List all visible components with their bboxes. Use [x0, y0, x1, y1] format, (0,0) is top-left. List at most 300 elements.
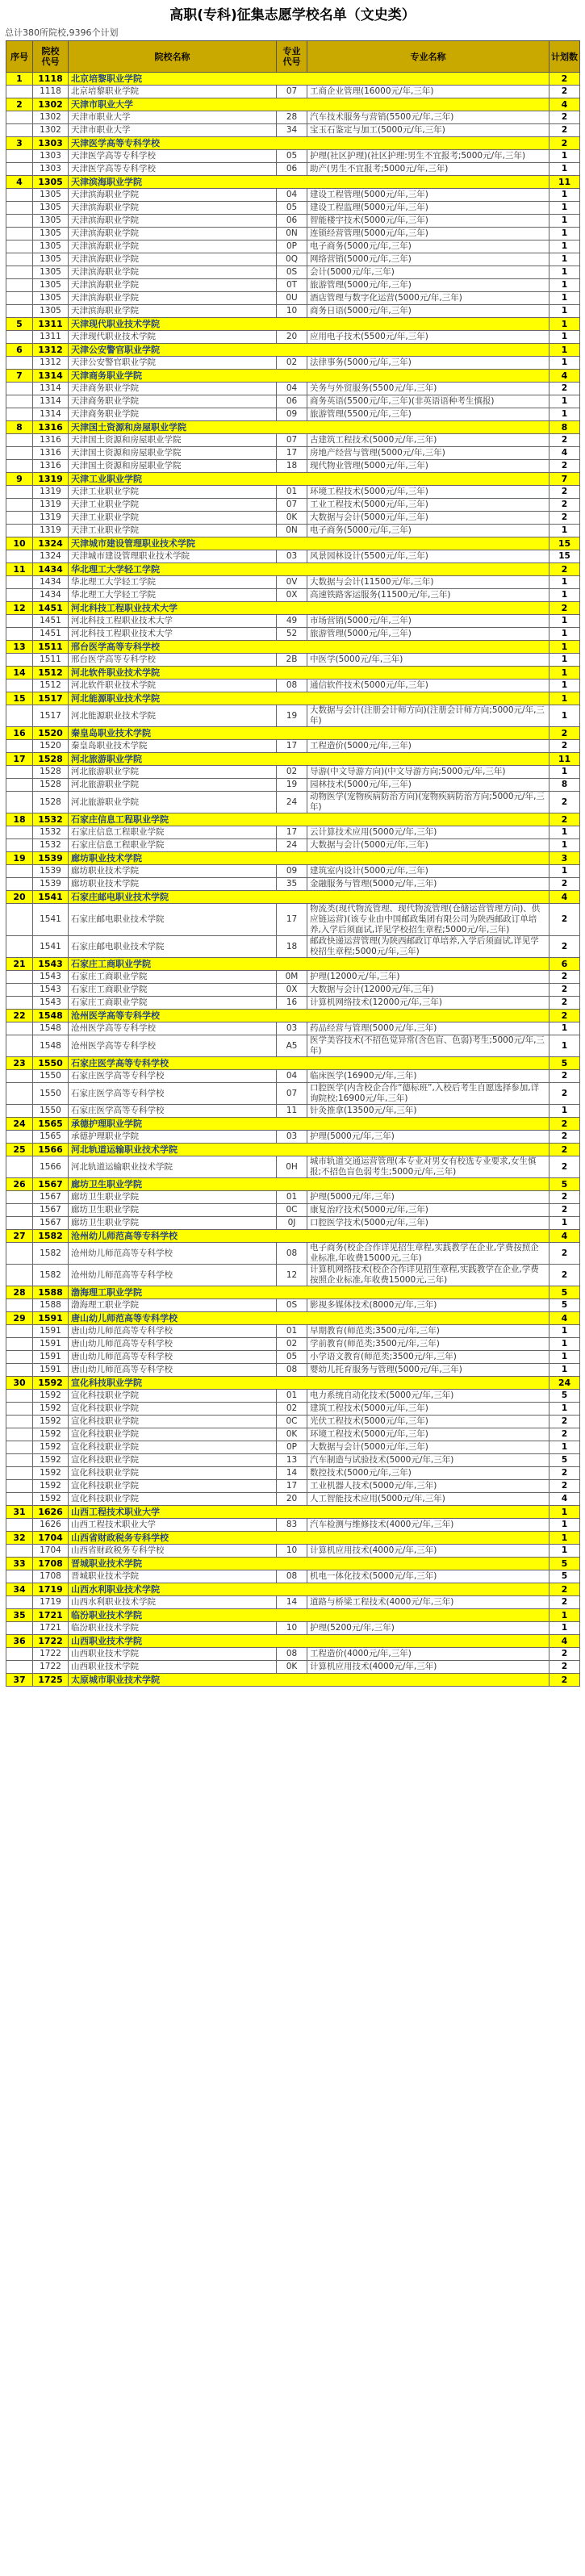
- row-code: 1567: [33, 1204, 69, 1217]
- row-pcode: 17: [277, 1480, 307, 1493]
- row-pcode: 0K: [277, 1661, 307, 1674]
- row-seq: [6, 525, 33, 537]
- table-row: [6, 1156, 580, 1178]
- row-school: 石家庄信息工程职业学院: [69, 839, 277, 852]
- table-row: [6, 1325, 580, 1338]
- row-major: 口腔医学(内含校企合作“德标班”,入校后考生自愿选择参加,详询院校;16900元/年,三年): [307, 1083, 549, 1105]
- row-pcode: 0X: [277, 589, 307, 602]
- row-seq: [6, 499, 33, 512]
- table-row: [6, 525, 580, 537]
- table-row: [6, 189, 580, 202]
- table-row: [6, 1083, 580, 1105]
- row-seq: [6, 936, 33, 958]
- group-seq: 13: [6, 641, 33, 654]
- row-plan: 1: [549, 279, 580, 292]
- group-school-name: 承德护理职业学院: [69, 1118, 549, 1131]
- row-school: 天津城市建设管理职业技术学院: [69, 550, 277, 563]
- table-row: [6, 202, 580, 215]
- group-school-name: 天津公安警官职业学院: [69, 344, 549, 357]
- row-plan: 2: [549, 904, 580, 936]
- row-seq: [6, 1545, 33, 1558]
- row-major: 宝玉石鉴定与加工(5000元/年,三年): [307, 124, 549, 137]
- group-school-name: 河北能源职业技术学院: [69, 692, 549, 705]
- table-row: [6, 1570, 580, 1583]
- row-pcode: 01: [277, 486, 307, 499]
- group-school-name: 天津市职业大学: [69, 98, 549, 111]
- row-code: 1316: [33, 460, 69, 473]
- group-code: 1314: [33, 370, 69, 383]
- table-row: [6, 1648, 580, 1661]
- row-pcode: 02: [277, 357, 307, 370]
- school-group-row: [6, 1312, 580, 1325]
- group-code: 1550: [33, 1057, 69, 1070]
- row-school: 石家庄工商职业学院: [69, 971, 277, 984]
- row-seq: [6, 124, 33, 137]
- row-school: 山西工程技术职业大学: [69, 1519, 277, 1532]
- school-group-row: [6, 891, 580, 904]
- row-seq: [6, 1131, 33, 1144]
- row-plan: 2: [549, 1416, 580, 1428]
- group-plan: 11: [549, 753, 580, 766]
- row-seq: [6, 1428, 33, 1441]
- row-pcode: 18: [277, 460, 307, 473]
- group-school-name: 天津现代职业技术学院: [69, 318, 549, 331]
- row-pcode: 17: [277, 447, 307, 460]
- row-pcode: 52: [277, 628, 307, 641]
- row-major: 医学美容技术(不招色觉异常(含色盲、色弱)考生;5000元/年,三年): [307, 1035, 549, 1057]
- group-seq: 26: [6, 1178, 33, 1191]
- row-pcode: 0T: [277, 279, 307, 292]
- row-major: 大数据与会计(注册会计师方向)(注册会计师方向;5000元/年,三年): [307, 705, 549, 727]
- group-plan: 3: [549, 852, 580, 865]
- group-code: 1708: [33, 1558, 69, 1570]
- group-plan: 1: [549, 318, 580, 331]
- row-code: 1314: [33, 395, 69, 408]
- row-major: 人工智能技术应用(5000元/年,三年): [307, 1493, 549, 1506]
- row-plan: 1: [549, 839, 580, 852]
- row-major: 中医学(5000元/年,三年): [307, 654, 549, 667]
- table-row: [6, 1545, 580, 1558]
- row-pcode: 07: [277, 499, 307, 512]
- row-major: 电子商务(校企合作详见招生章程,实践教学在企业,学费按照企业标准,年收费15000元,三年): [307, 1243, 549, 1265]
- row-school: 天津国土资源和房屋职业学院: [69, 460, 277, 473]
- group-plan: 1: [549, 641, 580, 654]
- row-seq: [6, 512, 33, 525]
- row-school: 渤海理工职业学院: [69, 1299, 277, 1312]
- group-school-name: 渤海理工职业学院: [69, 1286, 549, 1299]
- row-plan: 1: [549, 576, 580, 589]
- row-seq: [6, 1217, 33, 1230]
- group-seq: 37: [6, 1674, 33, 1687]
- group-school-name: 石家庄信息工程职业学院: [69, 813, 549, 826]
- row-code: 1591: [33, 1364, 69, 1377]
- group-code: 1511: [33, 641, 69, 654]
- row-pcode: 05: [277, 1351, 307, 1364]
- row-seq: [6, 1338, 33, 1351]
- row-major: 助产(男生不宜报考;5000元/年,三年): [307, 163, 549, 176]
- table-row: [6, 740, 580, 753]
- row-major: 建设工程监理(5000元/年,三年): [307, 202, 549, 215]
- group-seq: 32: [6, 1532, 33, 1545]
- group-school-name: 山西工程技术职业大学: [69, 1506, 549, 1519]
- table-row: [6, 1131, 580, 1144]
- row-plan: 1: [549, 240, 580, 253]
- group-seq: 16: [6, 727, 33, 740]
- row-code: 1722: [33, 1661, 69, 1674]
- row-seq: [6, 1467, 33, 1480]
- row-code: 1302: [33, 124, 69, 137]
- group-plan: 5: [549, 1057, 580, 1070]
- row-code: 1511: [33, 654, 69, 667]
- row-pcode: 05: [277, 150, 307, 163]
- school-group-row: [6, 753, 580, 766]
- school-group-row: [6, 1635, 580, 1648]
- row-school: 河北科技工程职业技术大学: [69, 628, 277, 641]
- row-school: 廊坊卫生职业学院: [69, 1204, 277, 1217]
- row-code: 1532: [33, 839, 69, 852]
- row-major: 通信软件技术(5000元/年,三年): [307, 680, 549, 692]
- table-row: [6, 1243, 580, 1265]
- group-plan: 2: [549, 813, 580, 826]
- table-row: [6, 434, 580, 447]
- row-pcode: 0U: [277, 292, 307, 305]
- table-row: [6, 1622, 580, 1635]
- row-code: 1528: [33, 779, 69, 792]
- row-code: 1541: [33, 936, 69, 958]
- group-school-name: 天津国土资源和房屋职业学院: [69, 421, 549, 434]
- row-seq: [6, 1493, 33, 1506]
- row-seq: [6, 1441, 33, 1454]
- row-seq: [6, 576, 33, 589]
- row-pcode: 11: [277, 1105, 307, 1118]
- school-group-row: [6, 692, 580, 705]
- group-code: 1118: [33, 73, 69, 86]
- row-plan: 1: [549, 331, 580, 344]
- row-school: 沧州幼儿师范高等专科学校: [69, 1243, 277, 1265]
- row-plan: 1: [549, 1364, 580, 1377]
- row-pcode: 19: [277, 779, 307, 792]
- row-school: 天津市职业大学: [69, 111, 277, 124]
- row-major: 商务日语(5000元/年,三年): [307, 305, 549, 318]
- row-seq: [6, 202, 33, 215]
- row-school: 天津医学高等专科学校: [69, 163, 277, 176]
- row-major: 工程造价(4000元/年,三年): [307, 1648, 549, 1661]
- header-pcode: 专业 代号: [277, 41, 307, 73]
- group-plan: 4: [549, 1312, 580, 1325]
- row-major: 工商企业管理(16000元/年,三年): [307, 86, 549, 98]
- row-major: 现代物业管理(5000元/年,三年): [307, 460, 549, 473]
- row-major: 古建筑工程技术(5000元/年,三年): [307, 434, 549, 447]
- table-row: [6, 1403, 580, 1416]
- group-school-name: 河北轨道运输职业技术学院: [69, 1144, 549, 1156]
- row-seq: [6, 1454, 33, 1467]
- row-seq: [6, 826, 33, 839]
- group-school-name: 天津城市建设管理职业技术学院: [69, 537, 549, 550]
- row-school: 唐山幼儿师范高等专科学校: [69, 1325, 277, 1338]
- group-code: 1567: [33, 1178, 69, 1191]
- group-seq: 10: [6, 537, 33, 550]
- row-seq: [6, 1191, 33, 1204]
- row-pcode: 0P: [277, 1441, 307, 1454]
- row-school: 天津工业职业学院: [69, 499, 277, 512]
- row-pcode: 08: [277, 1570, 307, 1583]
- group-code: 1565: [33, 1118, 69, 1131]
- school-group-row: [6, 1230, 580, 1243]
- row-major: 汽车制造与试验技术(5000元/年,三年): [307, 1454, 549, 1467]
- row-code: 1722: [33, 1648, 69, 1661]
- group-school-name: 太原城市职业技术学院: [69, 1674, 549, 1687]
- table-row: [6, 628, 580, 641]
- row-pcode: 07: [277, 86, 307, 98]
- table-row: [6, 228, 580, 240]
- table-row: [6, 383, 580, 395]
- row-pcode: 05: [277, 202, 307, 215]
- table-row: [6, 408, 580, 421]
- group-plan: 7: [549, 473, 580, 486]
- school-group-row: [6, 1609, 580, 1622]
- row-school: 天津滨海职业学院: [69, 253, 277, 266]
- row-plan: 1: [549, 163, 580, 176]
- school-group-row: [6, 852, 580, 865]
- row-pcode: 18: [277, 936, 307, 958]
- row-school: 天津滨海职业学院: [69, 189, 277, 202]
- row-school: 河北能源职业技术学院: [69, 705, 277, 727]
- page-title: 高职(专科)征集志愿学校名单（文史类）: [169, 6, 416, 23]
- row-code: 1566: [33, 1156, 69, 1178]
- group-code: 1721: [33, 1609, 69, 1622]
- row-code: 1592: [33, 1390, 69, 1403]
- row-code: 1305: [33, 228, 69, 240]
- table-row: [6, 253, 580, 266]
- group-code: 1591: [33, 1312, 69, 1325]
- row-plan: 1: [549, 292, 580, 305]
- group-school-name: 廊坊卫生职业学院: [69, 1178, 549, 1191]
- row-pcode: 0Q: [277, 253, 307, 266]
- row-pcode: 0V: [277, 576, 307, 589]
- row-plan: 1: [549, 1325, 580, 1338]
- row-seq: [6, 839, 33, 852]
- school-group-row: [6, 537, 580, 550]
- table-row: [6, 792, 580, 813]
- row-seq: [6, 486, 33, 499]
- row-major: 影视多媒体技术(8000元/年,三年): [307, 1299, 549, 1312]
- row-plan: 1: [549, 1105, 580, 1118]
- row-seq: [6, 1022, 33, 1035]
- group-code: 1582: [33, 1230, 69, 1243]
- row-major: 针灸推拿(13500元/年,三年): [307, 1105, 549, 1118]
- row-code: 1548: [33, 1035, 69, 1057]
- group-plan: 5: [549, 1558, 580, 1570]
- school-group-row: [6, 473, 580, 486]
- table-row: [6, 1217, 580, 1230]
- row-pcode: 20: [277, 1493, 307, 1506]
- row-plan: 1: [549, 1441, 580, 1454]
- row-school: 天津商务职业学院: [69, 383, 277, 395]
- table-row: [6, 984, 580, 997]
- row-seq: [6, 1265, 33, 1286]
- row-school: 山西水利职业技术学院: [69, 1596, 277, 1609]
- row-major: 计算机应用技术(4000元/年,三年): [307, 1545, 549, 1558]
- row-school: 宣化科技职业学院: [69, 1454, 277, 1467]
- row-major: 商务英语(5500元/年,三年)(非英语语种考生慎报): [307, 395, 549, 408]
- row-school: 河北旅游职业学院: [69, 792, 277, 813]
- group-seq: 2: [6, 98, 33, 111]
- row-school: 河北软件职业技术学院: [69, 680, 277, 692]
- row-seq: [6, 904, 33, 936]
- group-seq: 4: [6, 176, 33, 189]
- row-code: 1592: [33, 1454, 69, 1467]
- group-code: 1548: [33, 1010, 69, 1022]
- row-major: 药品经营与管理(5000元/年,三年): [307, 1022, 549, 1035]
- row-code: 1565: [33, 1131, 69, 1144]
- row-seq: [6, 111, 33, 124]
- table-row: [6, 1467, 580, 1480]
- row-plan: 4: [549, 447, 580, 460]
- row-major: 电子商务(5000元/年,三年): [307, 240, 549, 253]
- school-group-row: [6, 318, 580, 331]
- row-school: 天津滨海职业学院: [69, 228, 277, 240]
- row-plan: 1: [549, 654, 580, 667]
- row-code: 1550: [33, 1070, 69, 1083]
- row-seq: [6, 654, 33, 667]
- row-school: 唐山幼儿师范高等专科学校: [69, 1364, 277, 1377]
- row-code: 1319: [33, 486, 69, 499]
- row-major: 电力系统自动化技术(5000元/年,三年): [307, 1390, 549, 1403]
- group-school-name: 石家庄邮电职业技术学院: [69, 891, 549, 904]
- table-row: [6, 826, 580, 839]
- table-row: [6, 1428, 580, 1441]
- row-pcode: 34: [277, 124, 307, 137]
- row-code: 1517: [33, 705, 69, 727]
- group-school-name: 沧州幼儿师范高等专科学校: [69, 1230, 549, 1243]
- row-plan: 1: [549, 1403, 580, 1416]
- row-plan: 5: [549, 1390, 580, 1403]
- school-group-row: [6, 602, 580, 615]
- table-row: [6, 997, 580, 1010]
- row-seq: [6, 1156, 33, 1178]
- table-row: [6, 86, 580, 98]
- row-school: 天津市职业大学: [69, 124, 277, 137]
- row-pcode: 83: [277, 1519, 307, 1532]
- table-row: [6, 1070, 580, 1083]
- table-row: [6, 163, 580, 176]
- row-seq: [6, 705, 33, 727]
- row-seq: [6, 1070, 33, 1083]
- table-row: [6, 779, 580, 792]
- row-pcode: 01: [277, 1390, 307, 1403]
- group-plan: 2: [549, 1010, 580, 1022]
- row-plan: 2: [549, 1265, 580, 1286]
- group-plan: 2: [549, 1118, 580, 1131]
- row-major: 云计算技术应用(5000元/年,三年): [307, 826, 549, 839]
- row-code: 1582: [33, 1243, 69, 1265]
- row-plan: 2: [549, 792, 580, 813]
- row-school: 临汾职业技术学院: [69, 1622, 277, 1635]
- school-group-row: [6, 1674, 580, 1687]
- row-code: 1567: [33, 1191, 69, 1204]
- group-seq: 34: [6, 1583, 33, 1596]
- table-row: [6, 447, 580, 460]
- row-code: 1303: [33, 163, 69, 176]
- row-code: 1543: [33, 971, 69, 984]
- row-code: 1305: [33, 266, 69, 279]
- row-school: 宣化科技职业学院: [69, 1493, 277, 1506]
- table-row: [6, 705, 580, 727]
- header-plan: 计划数: [549, 41, 580, 73]
- row-major: 道路与桥梁工程技术(4000元/年,三年): [307, 1596, 549, 1609]
- row-pcode: 14: [277, 1467, 307, 1480]
- group-seq: 12: [6, 602, 33, 615]
- row-major: 工程造价(5000元/年,三年): [307, 740, 549, 753]
- table-row: [6, 1035, 580, 1057]
- header-school: 院校名称: [69, 41, 277, 73]
- row-plan: 1: [549, 1545, 580, 1558]
- row-plan: 2: [549, 1648, 580, 1661]
- row-seq: [6, 1035, 33, 1057]
- group-code: 1316: [33, 421, 69, 434]
- row-school: 山西省财政税务专科学校: [69, 1545, 277, 1558]
- row-major: 旅游管理(5500元/年,三年): [307, 408, 549, 421]
- row-code: 1314: [33, 383, 69, 395]
- row-plan: 1: [549, 253, 580, 266]
- row-major: 护理(12000元/年,三年): [307, 971, 549, 984]
- school-group-row: [6, 98, 580, 111]
- row-school: 北京培黎职业学院: [69, 86, 277, 98]
- row-plan: 2: [549, 1083, 580, 1105]
- row-major: 连锁经营管理(5000元/年,三年): [307, 228, 549, 240]
- row-plan: 2: [549, 1156, 580, 1178]
- row-school: 天津医学高等专科学校: [69, 150, 277, 163]
- row-seq: [6, 1083, 33, 1105]
- group-code: 1451: [33, 602, 69, 615]
- row-major: 城市轨道交通运营管理(本专业对男女有校选专业要求,女生慎报;不招色盲色弱考生;5000元/年,三年): [307, 1156, 549, 1178]
- group-seq: 1: [6, 73, 33, 86]
- row-code: 1302: [33, 111, 69, 124]
- table-row: [6, 1338, 580, 1351]
- group-school-name: 天津滨海职业学院: [69, 176, 549, 189]
- row-school: 石家庄邮电职业技术学院: [69, 904, 277, 936]
- group-plan: 2: [549, 1674, 580, 1687]
- row-code: 1305: [33, 279, 69, 292]
- group-code: 1319: [33, 473, 69, 486]
- row-major: 关务与外贸服务(5500元/年,三年): [307, 383, 549, 395]
- row-major: 园林技术(5000元/年,三年): [307, 779, 549, 792]
- row-seq: [6, 984, 33, 997]
- table-row: [6, 460, 580, 473]
- row-code: 1532: [33, 826, 69, 839]
- row-plan: 1: [549, 305, 580, 318]
- row-school: 廊坊卫生职业学院: [69, 1217, 277, 1230]
- row-plan: 4: [549, 1493, 580, 1506]
- row-major: 旅游管理(5000元/年,三年): [307, 628, 549, 641]
- row-pcode: 17: [277, 826, 307, 839]
- row-plan: 1: [549, 1622, 580, 1635]
- row-plan: 2: [549, 740, 580, 753]
- row-school: 宣化科技职业学院: [69, 1428, 277, 1441]
- row-school: 河北科技工程职业技术大学: [69, 615, 277, 628]
- group-seq: 36: [6, 1635, 33, 1648]
- group-plan: 4: [549, 1635, 580, 1648]
- row-code: 1592: [33, 1428, 69, 1441]
- school-group-row: [6, 1057, 580, 1070]
- row-pcode: 10: [277, 1622, 307, 1635]
- row-plan: 1: [549, 408, 580, 421]
- row-code: 1319: [33, 499, 69, 512]
- group-plan: 1: [549, 344, 580, 357]
- row-pcode: 19: [277, 705, 307, 727]
- group-seq: 7: [6, 370, 33, 383]
- row-school: 石家庄工商职业学院: [69, 984, 277, 997]
